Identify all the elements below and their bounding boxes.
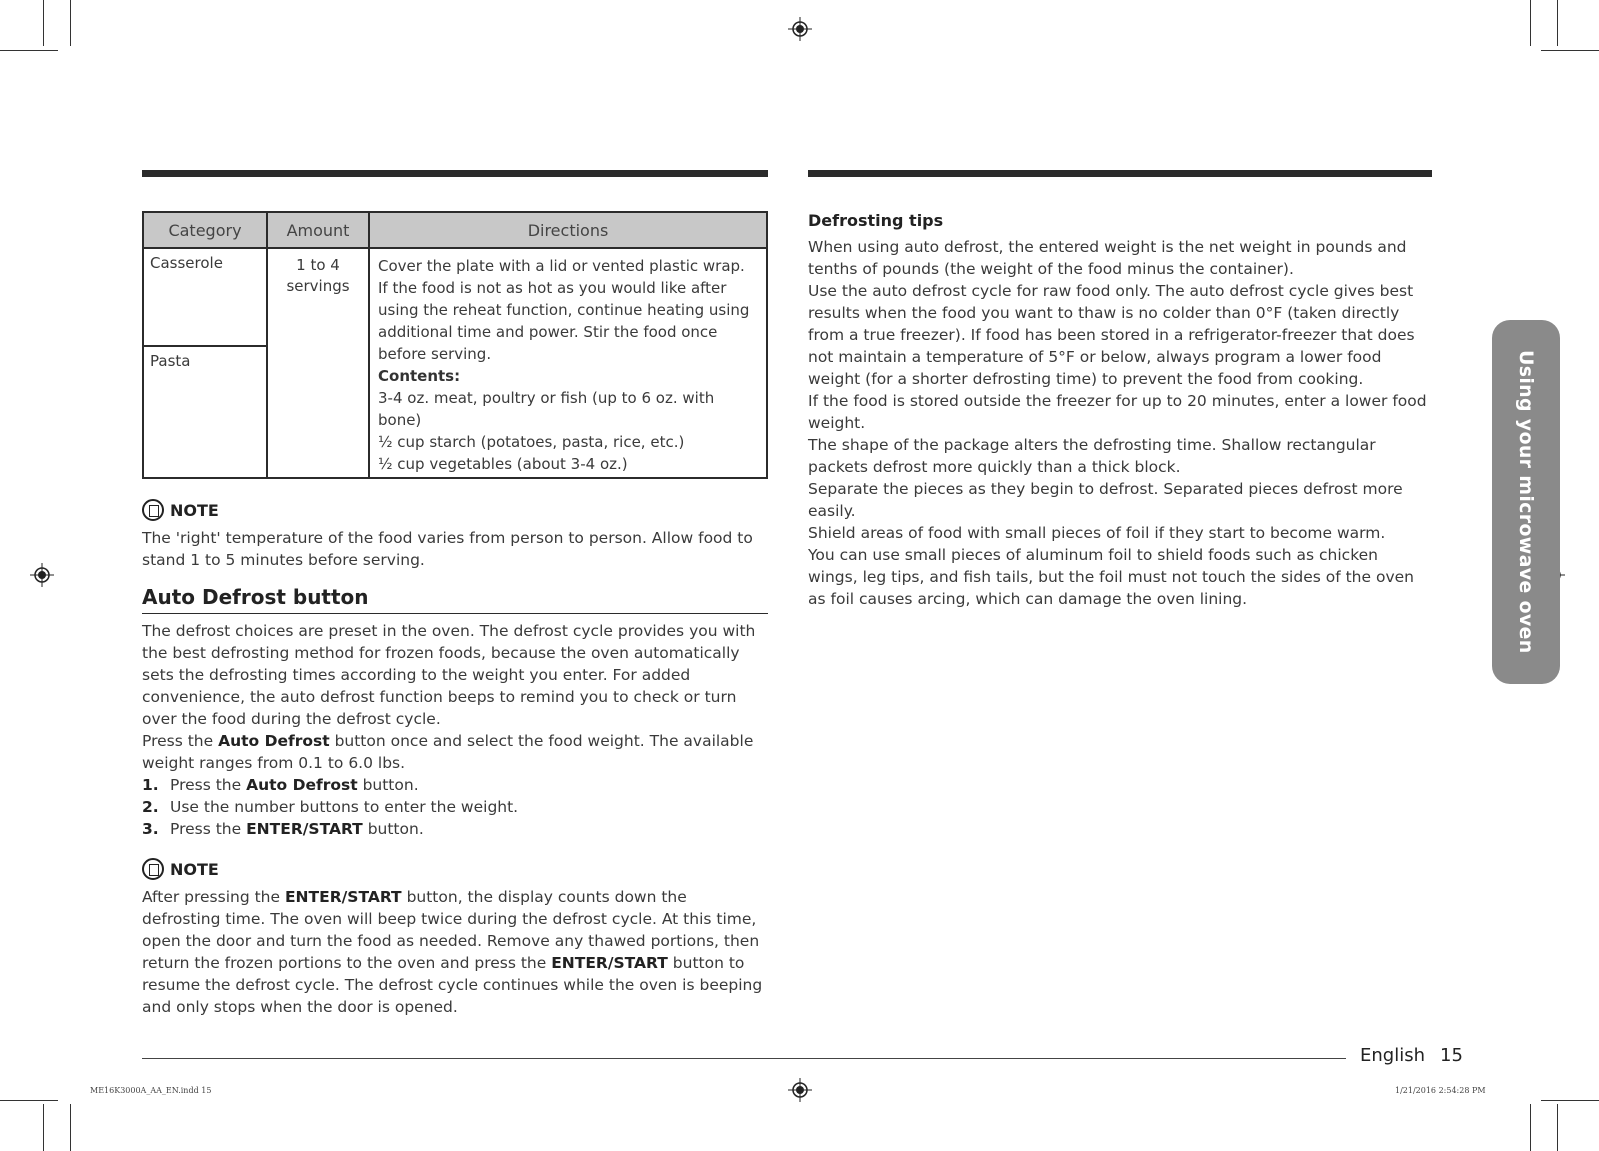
table-header-category: Category <box>143 212 267 248</box>
tips-paragraph: Separate the pieces as they begin to defrost. Separated pieces defrost more easily. <box>808 480 1403 520</box>
text-run: Press the <box>170 776 247 794</box>
bold-run: ENTER/START <box>284 888 402 906</box>
tips-paragraph: You can use small pieces of aluminum foil to shield foods such as chicken wings, leg tips, and fish tails, but the foil must not touch the sides of the oven as foil causes arcing, which can damage the oven lining. <box>808 546 1414 608</box>
crop-mark <box>70 0 71 46</box>
table-header-amount: Amount <box>267 212 369 248</box>
reheat-table <box>142 211 768 479</box>
print-slug-file: ME16K3000A_AA_EN.indd 15 <box>90 1086 212 1095</box>
table-row <box>143 248 767 478</box>
tips-paragraph: If the food is stored outside the freezer for up to 20 minutes, enter a lower food weight. <box>808 392 1427 432</box>
tips-paragraph: When using auto defrost, the entered weight is the net weight in pounds and tenths of pounds (the weight of the food minus the container). <box>808 238 1407 278</box>
crop-mark <box>70 1104 71 1151</box>
bold-run: Auto Defrost <box>246 776 358 794</box>
category-cell <box>143 248 267 478</box>
top-rule <box>142 170 768 177</box>
list-item <box>142 774 768 796</box>
tips-title: Defrosting tips <box>808 211 944 230</box>
bold-run: ENTER/START <box>551 954 668 972</box>
text-run: button. <box>357 776 419 794</box>
step-number: 1. <box>142 776 159 794</box>
amount-cell <box>267 248 369 478</box>
bold-run: Auto Defrost <box>218 732 330 750</box>
text-run: Use the number buttons to enter the weight. <box>170 798 519 816</box>
tips-paragraph: The shape of the package alters the defrosting time. Shallow rectangular packets defrost more quickly than a thick block. <box>808 436 1376 476</box>
note-text <box>142 886 768 1018</box>
directions-text: Cover the plate with a lid or vented plastic wrap. If the food is not as hot as you would like after using the reheat function, continue heating using additional time and power. Stir the food once before serving. <box>378 257 750 363</box>
crop-mark <box>0 50 58 51</box>
note-heading <box>142 858 768 880</box>
bold-run: ENTER/START <box>246 820 363 838</box>
contents-label: Contents: <box>378 367 461 385</box>
note-label: NOTE <box>170 500 219 520</box>
crop-mark <box>1557 1104 1558 1151</box>
crop-mark <box>43 0 44 46</box>
list-item <box>142 818 768 840</box>
text-run: button once and select the food weight. The available weight ranges from 0.1 to 6.0 lbs. <box>142 732 754 772</box>
text-run: Press the <box>170 820 247 838</box>
page-number: 15 <box>1440 1045 1463 1066</box>
registration-mark-icon <box>788 17 812 41</box>
crop-mark <box>0 1100 58 1101</box>
chapter-tab-label: Using your microwave oven <box>1515 350 1537 654</box>
table-header-directions: Directions <box>369 212 767 248</box>
print-slug-date: 1/21/2016 2:54:28 PM <box>1395 1086 1486 1095</box>
right-column <box>808 170 1432 610</box>
section-title: Auto Defrost button <box>142 585 768 614</box>
contents-item: ½ cup starch (potatoes, pasta, rice, etc.) <box>378 433 685 451</box>
crop-mark <box>1541 50 1599 51</box>
press-paragraph <box>142 730 768 774</box>
text-run: button to resume the defrost cycle. The defrost cycle continues while the oven is beeping and only stops when the door is opened. <box>142 954 763 1016</box>
registration-mark-icon <box>30 563 54 587</box>
crop-mark <box>1530 1104 1531 1151</box>
registration-mark-icon <box>788 1078 812 1102</box>
footer-rule <box>142 1058 1346 1059</box>
step-number: 3. <box>142 820 159 838</box>
top-rule <box>808 170 1432 177</box>
intro-paragraph: The defrost choices are preset in the oven. The defrost cycle provides you with the best defrosting method for frozen foods, because the oven automatically sets the defrosting times according to the weight you enter. For added convenience, the auto defrost function beeps to remind you to check or turn over the food during the defrost cycle. <box>142 622 756 728</box>
chapter-side-tab <box>1492 320 1560 684</box>
tips-paragraph: Shield areas of food with small pieces of foil if they start to become warm. <box>808 524 1386 542</box>
contents-item: ½ cup vegetables (about 3-4 oz.) <box>378 455 628 473</box>
amount-line: 1 to 4 <box>296 256 340 274</box>
text-run: button, the display counts down the defrosting time. The oven will beep twice during the defrost cycle. At this time, open the door and turn the food as needed. Remove any thawed portions, then return the frozen portions to the oven and press the <box>142 888 760 972</box>
footer-language: English <box>1360 1045 1425 1066</box>
table-header-row <box>143 212 767 248</box>
text-run: Press the <box>142 732 219 750</box>
contents-item: 3-4 oz. meat, poultry or fish (up to 6 oz. with bone) <box>378 389 715 429</box>
left-column <box>142 170 768 1018</box>
text-run: button. <box>362 820 424 838</box>
note-text: The 'right' temperature of the food varies from person to person. Allow food to stand 1 to 5 minutes before serving. <box>142 529 753 569</box>
steps-list <box>142 774 768 840</box>
tips-paragraph: Use the auto defrost cycle for raw food only. The auto defrost cycle gives best results when the food you want to thaw is no colder than 0°F (taken directly from a true freezer). If food has been stored in a refrigerator-freezer that does not maintain a temperature of 5°F or below, always program a lower food weight (for a shorter defrosting time) to prevent the food from cooking. <box>808 282 1415 388</box>
crop-mark <box>1530 0 1531 46</box>
note-heading <box>142 499 768 521</box>
note-icon <box>142 499 164 521</box>
crop-mark <box>1541 1100 1599 1101</box>
step-number: 2. <box>142 798 159 816</box>
directions-cell <box>369 248 767 478</box>
category-pasta: Pasta <box>150 352 191 370</box>
crop-mark <box>1557 0 1558 46</box>
amount-line: servings <box>286 277 350 295</box>
crop-mark <box>43 1104 44 1151</box>
list-item <box>142 796 768 818</box>
category-casserole: Casserole <box>144 249 266 347</box>
text-run: After pressing the <box>142 888 285 906</box>
note-label: NOTE <box>170 859 219 879</box>
note-icon <box>142 858 164 880</box>
